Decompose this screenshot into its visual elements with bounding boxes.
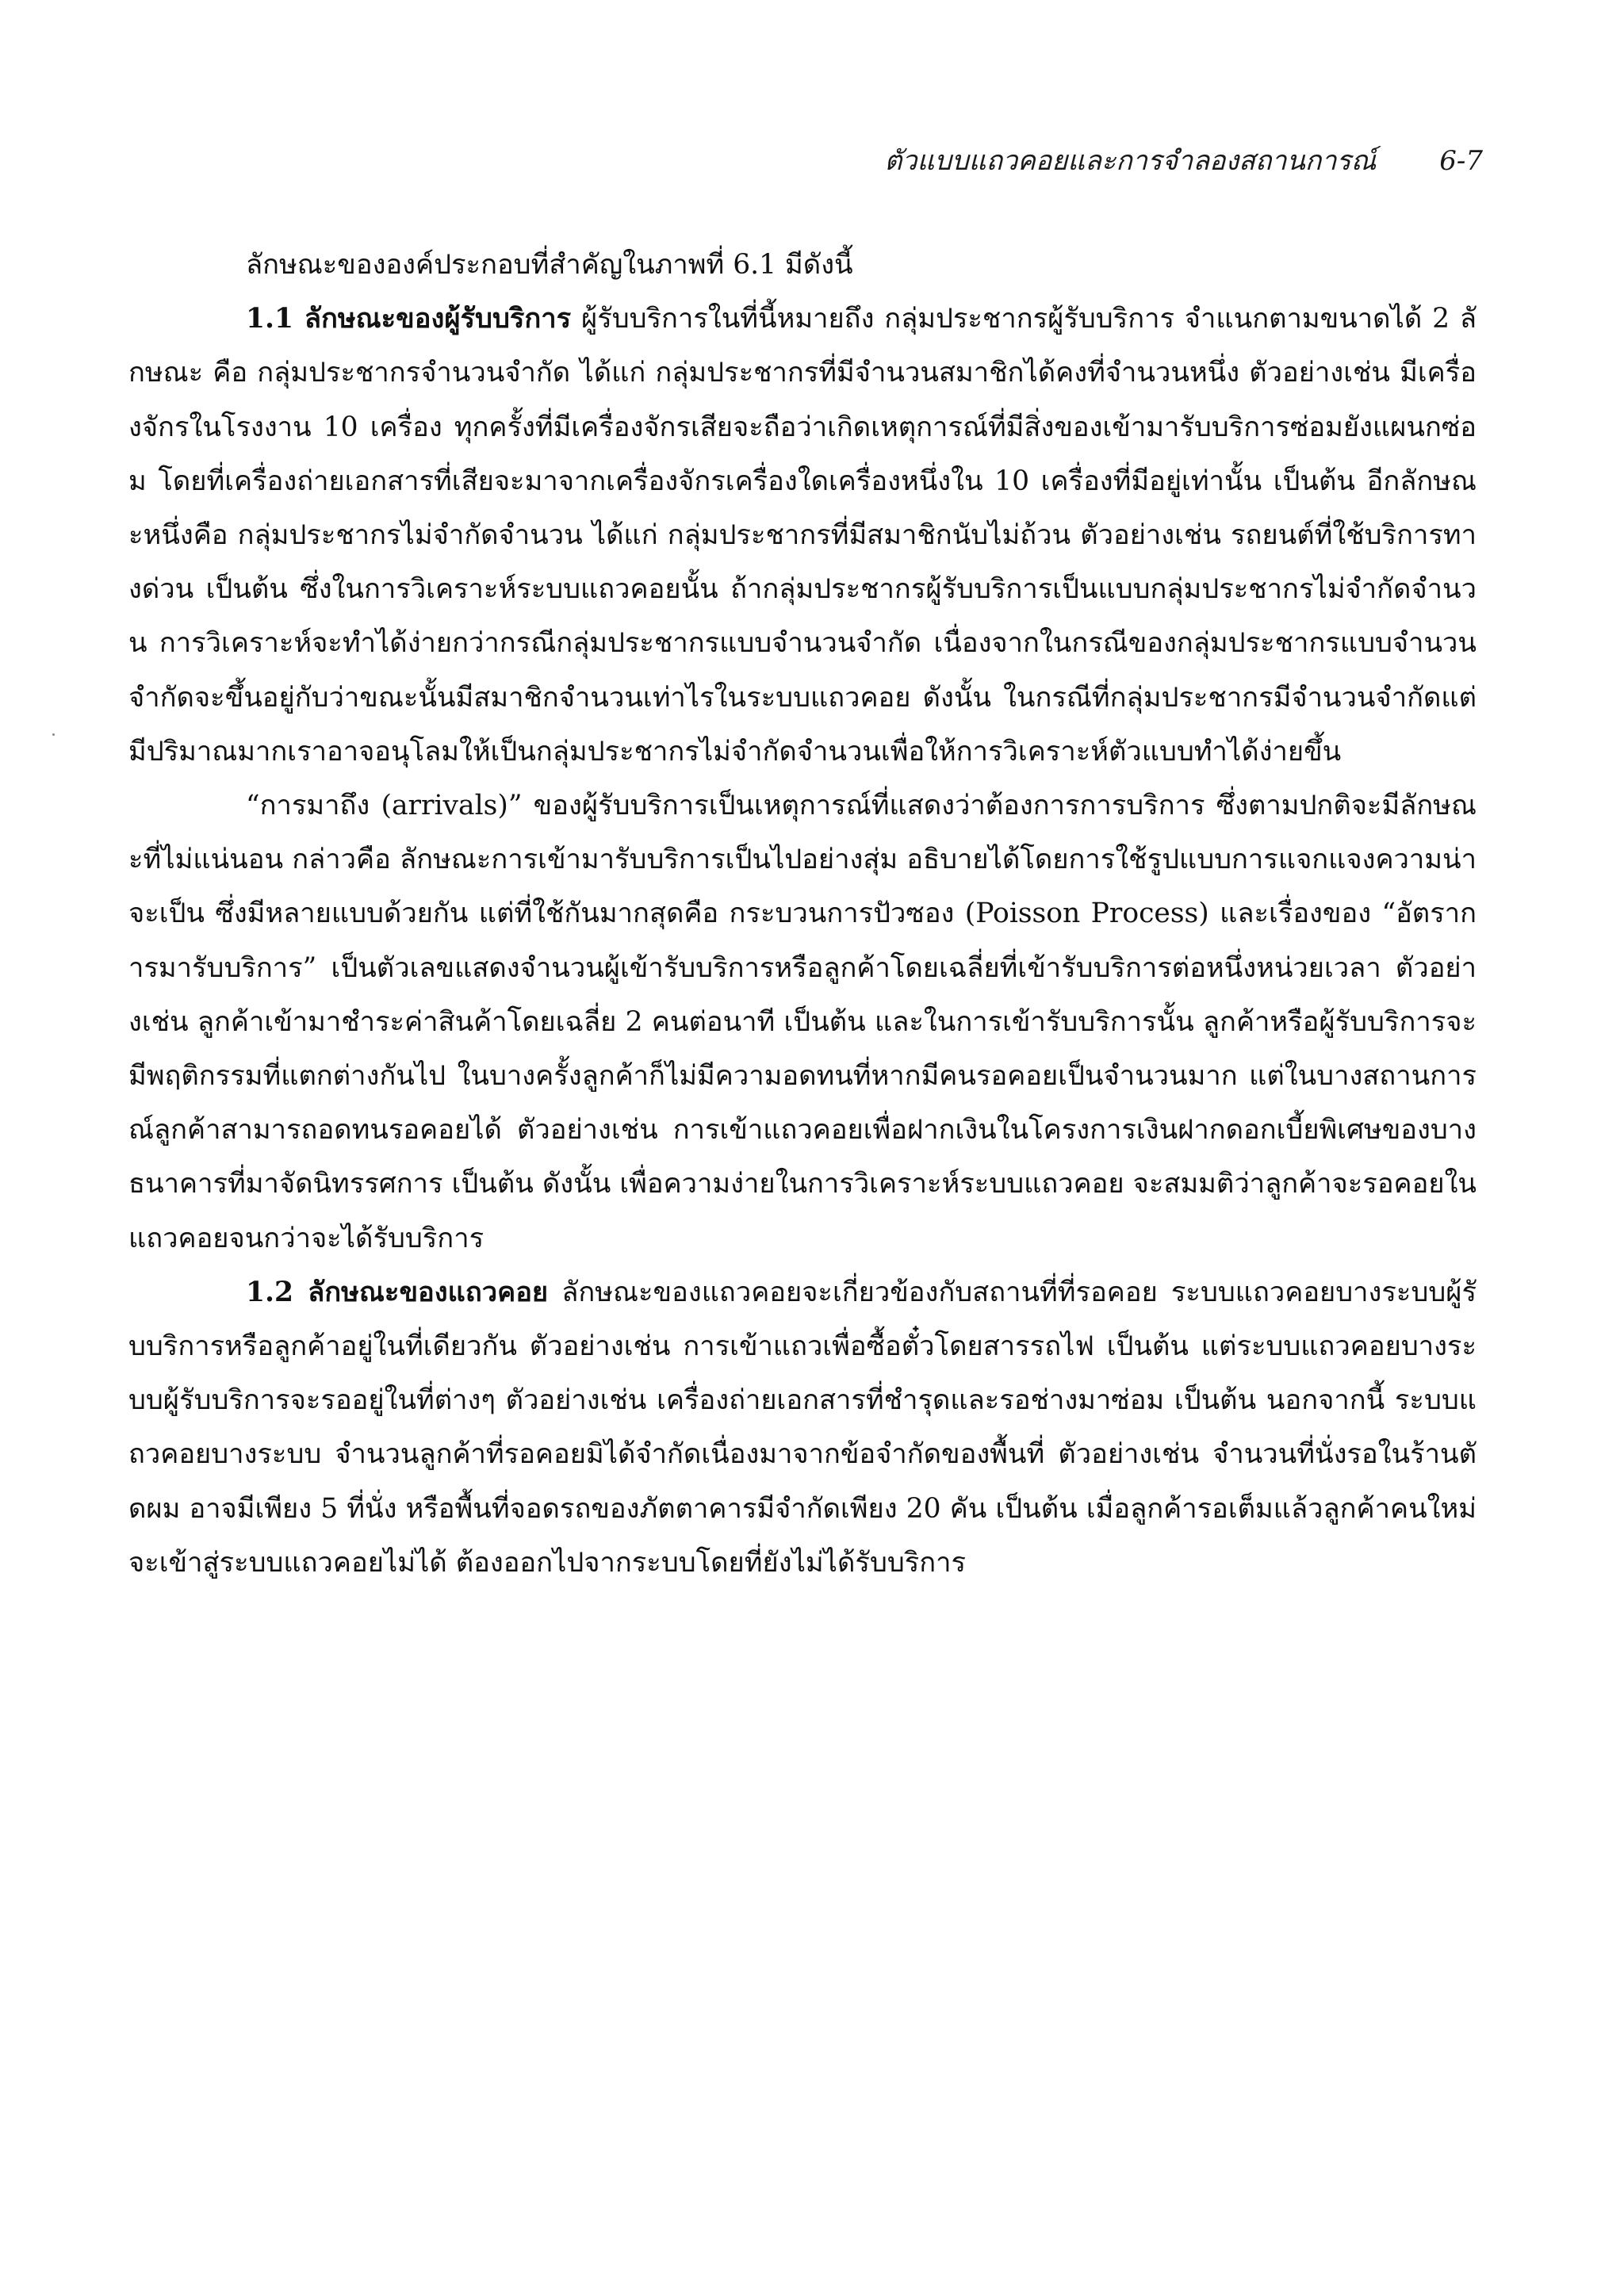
section-1-2-body: ลักษณะของแถวคอยจะเกี่ยวข้องกับสถานที่ที่รอคอย ระบบแถวคอยบางระบบผู้รับบริการหรือลูกค้าอยู่ในที่เดียวกัน ตัวอย่างเช่น การเข้าแถวเพื่อซื้อตั๋วโดยสารรถไฟ เป็นต้น แต่ระบบแถวคอยบางระบบผู้รับบริการจะรออยู่ในที่ต่างๆ ตัวอย่างเช่น เครื่องถ่ายเอกสารที่ชำรุดและรอช่างมาซ่อม เป็นต้น นอกจากนี้ ระบบแถวคอยบางระบบ จำนวนลูกค้าที่รอคอยมิได้จำกัดเนื่องมาจากข้อจำกัดของพื้นที่ ตัวอย่างเช่น จำนวนที่นั่งรอในร้านตัดผม อาจมีเพียง 5 ที่นั่ง หรือพื้นที่จอดรถของภัตตาคารมีจำกัดเพียง 20 คัน เป็นต้น เมื่อลูกค้ารอเต็มแล้วลูกค้าคนใหม่จะเข้าสู่ระบบแถวคอยไม่ได้ ต้องออกไปจากระบบโดยที่ยังไม่ได้รับบริการ (128, 1276, 1477, 1579)
running-header (864, 139, 1483, 182)
section-1-1-heading: 1.1 ลักษณะของผู้รับบริการ (246, 303, 572, 335)
section-1-1-paragraph (128, 292, 1477, 779)
body-text (128, 238, 1477, 1590)
running-header-title: ตัวแบบแถวคอยและการจำลองสถานการณ์ (884, 145, 1377, 177)
page-number: 6-7 (1439, 145, 1483, 177)
scan-speck (52, 733, 55, 736)
section-1-1-body: ผู้รับบริการในที่นี้หมายถึง กลุ่มประชากรผู้รับบริการ จำแนกตามขนาดได้ 2 ลักษณะ คือ กลุ่มประชากรจำนวนจำกัด ได้แก่ กลุ่มประชากรที่มีจำนวนสมาชิกได้คงที่จำนวนหนึ่ง ตัวอย่างเช่น มีเครื่องจักรในโรงงาน 10 เครื่อง ทุกครั้งที่มีเครื่องจักรเสียจะถือว่าเกิดเหตุการณ์ที่มีสิ่งของเข้ามารับบริการซ่อมยังแผนกซ่อม โดยที่เครื่องถ่ายเอกสารที่เสียจะมาจากเครื่องจักรเครื่องใดเครื่องหนึ่งใน 10 เครื่องที่มีอยู่เท่านั้น เป็นต้น อีกลักษณะหนึ่งคือ กลุ่มประชากรไม่จำกัดจำนวน ได้แก่ กลุ่มประชากรที่มีสมาชิกนับไม่ถ้วน ตัวอย่างเช่น รถยนต์ที่ใช้บริการทางด่วน เป็นต้น ซึ่งในการวิเคราะห์ระบบแถวคอยนั้น ถ้ากลุ่มประชากรผู้รับบริการเป็นแบบกลุ่มประชากรไม่จำกัดจำนวน การวิเคราะห์จะทำได้ง่ายกว่ากรณีกลุ่มประชากรแบบจำนวนจำกัด เนื่องจากในกรณีของกลุ่มประชากรแบบจำนวนจำกัดจะขึ้นอยู่กับว่าขณะนั้นมีสมาชิกจำนวนเท่าไรในระบบแถวคอย ดังนั้น ในกรณีที่กลุ่มประชากรมีจำนวนจำกัดแต่มีปริมาณมากเราอาจอนุโลมให้เป็นกลุ่มประชากรไม่จำกัดจำนวนเพื่อให้การวิเคราะห์ตัวแบบทำได้ง่ายขึ้น (128, 303, 1477, 768)
arrivals-paragraph: “การมาถึง (arrivals)” ของผู้รับบริการเป็นเหตุการณ์ที่แสดงว่าต้องการการบริการ ซึ่งตามปกติจะมีลักษณะที่ไม่แน่นอน กล่าวคือ ลักษณะการเข้ามารับบริการเป็นไปอย่างสุ่ม อธิบายได้โดยการใช้รูปแบบการแจกแจงความน่าจะเป็น ซึ่งมีหลายแบบด้วยกัน แต่ที่ใช้กันมากสุดคือ กระบวนการปัวซอง (Poisson Process) และเรื่องของ “อัตราการมารับบริการ” เป็นตัวเลขแสดงจำนวนผู้เข้ารับบริการหรือลูกค้าโดยเฉลี่ยที่เข้ารับบริการต่อหนึ่งหน่วยเวลา ตัวอย่างเช่น ลูกค้าเข้ามาชำระค่าสินค้าโดยเฉลี่ย 2 คนต่อนาที เป็นต้น และในการเข้ารับบริการนั้น ลูกค้าหรือผู้รับบริการจะมีพฤติกรรมที่แตกต่างกันไป ในบางครั้งลูกค้าก็ไม่มีความอดทนที่หากมีคนรอคอยเป็นจำนวนมาก แต่ในบางสถานการณ์ลูกค้าสามารถอดทนรอคอยได้ ตัวอย่างเช่น การเข้าแถวคอยเพื่อฝากเงินในโครงการเงินฝากดอกเบี้ยพิเศษของบางธนาคารที่มาจัดนิทรรศการ เป็นต้น ดังนั้น เพื่อความง่ายในการวิเคราะห์ระบบแถวคอย จะสมมติว่าลูกค้าจะรอคอยในแถวคอยจนกว่าจะได้รับบริการ (128, 790, 1477, 1254)
section-1-2-heading: 1.2 ลักษณะของแถวคอย (246, 1276, 549, 1308)
section-1-2-paragraph (128, 1265, 1477, 1590)
intro-paragraph: ลักษณะขององค์ประกอบที่สำคัญในภาพที่ 6.1 มีดังนี้ (246, 249, 853, 281)
